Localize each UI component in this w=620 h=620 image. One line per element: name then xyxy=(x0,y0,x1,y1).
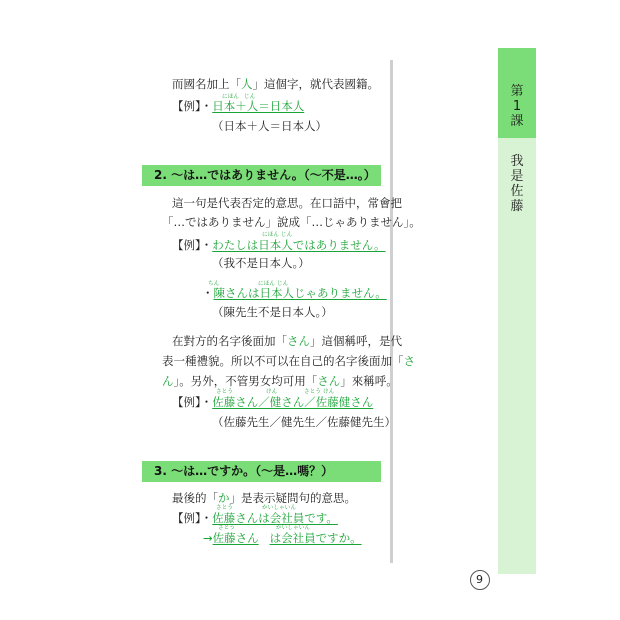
column-divider xyxy=(390,60,393,563)
page-number: 9 xyxy=(476,573,483,586)
section2-paragraph: ん」。另外，不管男女均可用「さん」來稱呼。 xyxy=(162,374,398,388)
gloss: にほん じん xyxy=(258,281,289,287)
section2-paragraph: 在對方的名字後面加「さん」這個稱呼，是代 xyxy=(172,334,402,348)
lesson-tab xyxy=(498,48,536,138)
section1-intro: 而國名加上「人」這個字，就代表國籍。 xyxy=(172,77,379,91)
section1-example: 【例】・日本＋人＝日本人 xyxy=(172,99,305,113)
section3-paragraph: 最後的「か」是表示疑問句的意思。 xyxy=(172,491,356,505)
gloss: ちん xyxy=(208,281,220,287)
section3-example-1: 【例】・佐藤さんは会社員です。 xyxy=(172,511,338,525)
gloss: じん xyxy=(244,94,256,100)
gloss: かいしゃいん xyxy=(276,525,311,531)
gloss: さとう xyxy=(216,505,234,511)
gloss: かいしゃいん xyxy=(262,505,297,511)
lesson-title: 我 是 佐 藤 xyxy=(510,154,524,214)
gloss: さとう xyxy=(216,389,234,395)
section2-paragraph: 表一種禮貌。所以不可以在自己的名字後面加「さ xyxy=(162,354,415,368)
section2-translation-3: （佐藤先生／健先生／佐藤健先生） xyxy=(212,415,396,429)
gloss: さとう xyxy=(218,525,236,531)
section2-example-1: 【例】・わたしは日本人ではありません。 xyxy=(172,238,386,252)
section3-header-bar xyxy=(142,461,381,482)
section2-example-2: ・陳さんは日本人じゃありません。 xyxy=(202,286,387,300)
gloss: にほん じん xyxy=(262,232,293,238)
gloss: けん xyxy=(266,389,278,395)
section2-example-3: 【例】・佐藤さん／健さん／佐藤健さん xyxy=(172,395,374,409)
section2-paragraph: 這一句是代表否定的意思。在口語中，常會把 xyxy=(172,196,402,210)
section3-header: 3. ～は…ですか。（～是…嗎？） xyxy=(154,464,334,478)
lesson-number: 第 1 課 xyxy=(510,84,524,129)
section2-translation-1: （我不是日本人。） xyxy=(212,256,310,270)
section2-header: 2. ～は…ではありません。（～不是…。） xyxy=(154,168,376,182)
gloss: にほん xyxy=(222,94,240,100)
section3-example-2: →佐藤さん は会社員ですか。 xyxy=(203,531,362,545)
page-number-badge xyxy=(470,570,490,590)
section2-paragraph: 「…ではありません」說成「…じゃありません」。 xyxy=(162,215,421,229)
section2-translation-2: （陳先生不是日本人。） xyxy=(212,305,333,319)
gloss: さとう けん xyxy=(304,389,335,395)
section2-header-bar xyxy=(142,165,381,186)
lesson-title-tab xyxy=(498,138,536,574)
section1-translation: （日本＋人＝日本人） xyxy=(212,119,327,133)
